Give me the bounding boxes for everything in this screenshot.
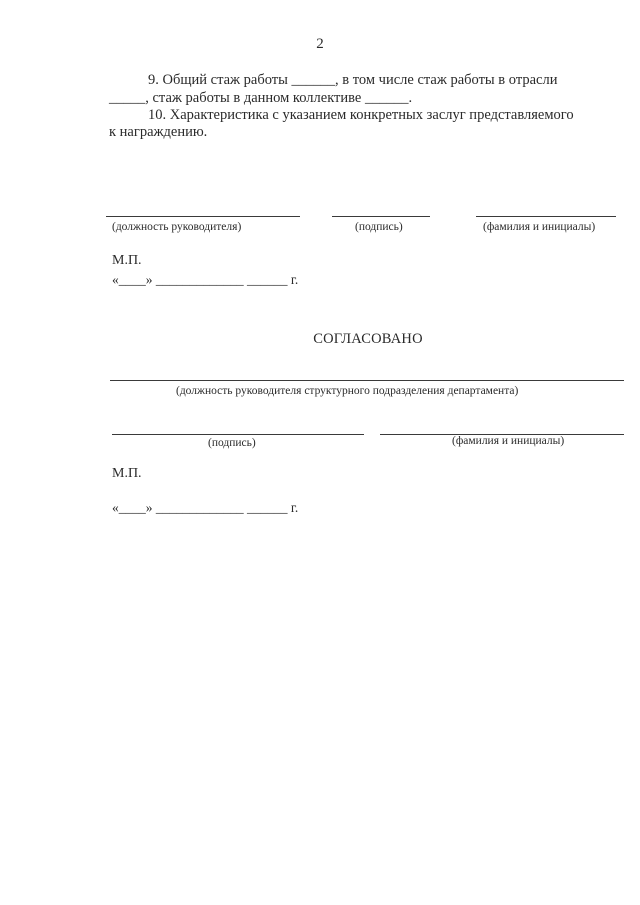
signature-line xyxy=(332,216,430,217)
item10-line1: 10. Характеристика с указанием конкретных заслуг представляемого xyxy=(148,107,574,123)
date-line: «____» _____________ ______ г. xyxy=(112,272,299,287)
agreement-heading: СОГЛАСОВАНО xyxy=(313,331,423,347)
department-position-caption: (должность руководителя структурного подразделения департамента) xyxy=(176,385,519,397)
signature-caption: (подпись) xyxy=(355,221,403,233)
name-signature-line xyxy=(476,216,616,217)
agreement-signature-line xyxy=(112,434,364,435)
agreement-date-line: «____» _____________ ______ г. xyxy=(112,500,299,515)
page-number: 2 xyxy=(316,36,324,52)
stamp-label: М.П. xyxy=(112,253,142,268)
item9-line1: 9. Общий стаж работы ______, в том числе стаж работы в отрасли xyxy=(148,72,558,88)
agreement-signature-caption: (подпись) xyxy=(208,437,256,449)
agreement-name-caption: (фамилия и инициалы) xyxy=(452,435,565,447)
item9-line2: _____, стаж работы в данном коллективе ______. xyxy=(109,90,413,106)
name-caption: (фамилия и инициалы) xyxy=(483,221,596,233)
position-signature-line xyxy=(106,216,300,217)
department-position-line xyxy=(110,380,624,381)
item10-line2: к награждению. xyxy=(109,124,208,140)
position-caption: (должность руководителя) xyxy=(112,221,242,233)
agreement-stamp-label: М.П. xyxy=(112,466,142,481)
